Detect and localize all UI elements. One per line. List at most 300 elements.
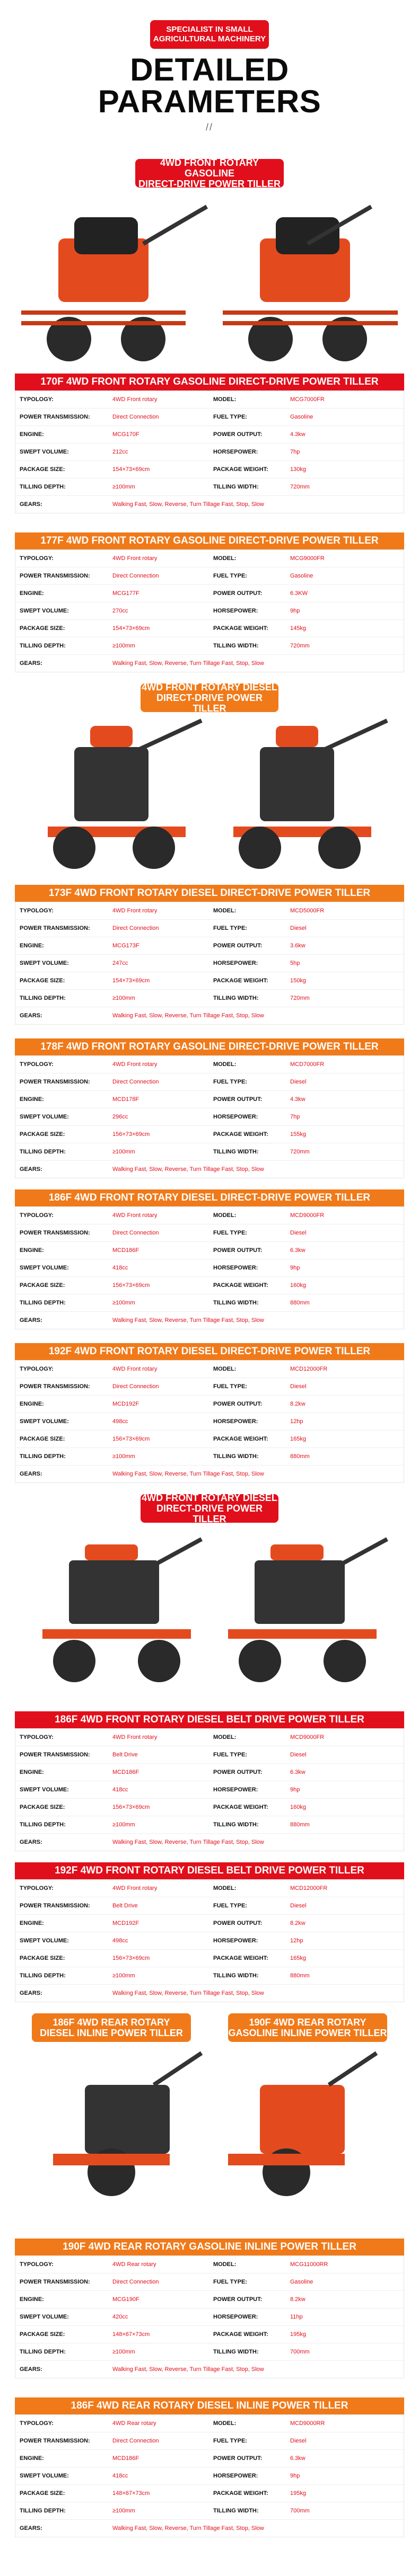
spec-label: GEARS: <box>20 1839 42 1845</box>
spec-label: HORSEPOWER: <box>213 449 258 455</box>
spec-label: POWER OUTPUT: <box>213 2296 263 2303</box>
spec-table-192f-belt <box>15 1862 404 2002</box>
spec-row <box>15 1985 404 2002</box>
spec-label: TILLING WIDTH: <box>213 1822 259 1828</box>
spec-row <box>15 1729 404 1746</box>
spec-label: PACKAGE WEIGHT: <box>213 466 268 473</box>
spec-value: 156×73×69cm <box>112 1131 150 1138</box>
spec-label: PACKAGE WEIGHT: <box>213 625 268 632</box>
spec-value: Walking Fast, Slow, Reverse, Turn Tillage Fast, Stop, Slow <box>112 1990 264 1996</box>
spec-label: TILLING WIDTH: <box>213 1300 259 1306</box>
spec-value: Belt Drive <box>112 1752 138 1758</box>
spec-value: 4WD Front rotary <box>112 908 158 914</box>
spec-row <box>15 1781 404 1799</box>
spec-row <box>15 1799 404 1816</box>
spec-value: Direct Connection <box>112 573 159 579</box>
spec-value: 6.3kw <box>290 1769 305 1775</box>
spec-row <box>15 496 404 513</box>
spec-value: ≥100mm <box>112 643 135 649</box>
spec-row <box>15 1277 404 1294</box>
spec-title: 190F 4WD REAR ROTARY GASOLINE INLINE POWER TILLER <box>15 2239 404 2255</box>
spec-value: Gasoline <box>290 414 313 420</box>
spec-value: 8.2kw <box>290 1920 305 1926</box>
spec-value: 880mm <box>290 1973 310 1979</box>
spec-label: POWER OUTPUT: <box>213 590 263 597</box>
spec-label: PACKAGE WEIGHT: <box>213 1804 268 1810</box>
spec-label: TILLING DEPTH: <box>20 2349 66 2355</box>
spec-label: ENGINE: <box>20 1247 44 1254</box>
spec-row <box>15 1816 404 1834</box>
spec-value: 150kg <box>290 978 306 984</box>
spec-row <box>15 461 404 478</box>
spec-row <box>15 1242 404 1259</box>
spec-label: TILLING DEPTH: <box>20 1453 66 1460</box>
spec-label: PACKAGE WEIGHT: <box>213 1955 268 1961</box>
spec-title: 178F 4WD FRONT ROTARY GASOLINE DIRECT-DRIVE POWER TILLER <box>15 1038 404 1055</box>
spec-value: ≥100mm <box>112 1149 135 1155</box>
spec-label: ENGINE: <box>20 1096 44 1103</box>
spec-label: PACKAGE SIZE: <box>20 2331 65 2338</box>
spec-row <box>15 920 404 937</box>
spec-row <box>15 1056 404 1073</box>
tiller-pair-illustration <box>11 715 408 885</box>
spec-label: TYPOLOGY: <box>20 555 54 562</box>
spec-row <box>15 2450 404 2467</box>
spec-label: PACKAGE SIZE: <box>20 1131 65 1138</box>
spec-label: HORSEPOWER: <box>213 1787 258 1793</box>
spec-title: 192F 4WD FRONT ROTARY DIESEL DIRECT-DRIVE POWER TILLER <box>15 1343 404 1360</box>
spec-value: Walking Fast, Slow, Reverse, Turn Tillage Fast, Stop, Slow <box>112 2366 264 2373</box>
spec-value: 720mm <box>290 484 310 490</box>
spec-label: PACKAGE SIZE: <box>20 1282 65 1289</box>
spec-value: 11hp <box>290 2314 303 2320</box>
spec-row <box>15 1746 404 1764</box>
spec-label: MODEL: <box>213 2261 237 2268</box>
tiller-pair-illustration <box>11 1529 408 1698</box>
spec-label: PACKAGE SIZE: <box>20 1804 65 1810</box>
spec-label: SWEPT VOLUME: <box>20 1114 69 1120</box>
spec-row <box>15 1950 404 1967</box>
spec-label: PACKAGE SIZE: <box>20 1436 65 1442</box>
spec-value: Diesel <box>290 925 307 931</box>
spec-row <box>15 2361 404 2378</box>
spec-label: MODEL: <box>213 1734 237 1740</box>
spec-label: POWER TRANSMISSION: <box>20 573 90 579</box>
spec-row <box>15 1259 404 1277</box>
spec-label: TILLING DEPTH: <box>20 1300 66 1306</box>
spec-label: POWER TRANSMISSION: <box>20 2438 90 2444</box>
spec-label: POWER OUTPUT: <box>213 2455 263 2462</box>
spec-label: TYPOLOGY: <box>20 1061 54 1068</box>
spec-value: Gasoline <box>290 2279 313 2285</box>
spec-label: HORSEPOWER: <box>213 1938 258 1944</box>
spec-label: TYPOLOGY: <box>20 396 54 403</box>
spec-row <box>15 2256 404 2273</box>
spec-row <box>15 937 404 955</box>
spec-table-192f-direct <box>15 1343 404 1483</box>
spec-value: 154×73×69cm <box>112 978 150 984</box>
spec-value: 5hp <box>290 960 300 966</box>
spec-value: MCG9000FR <box>290 555 325 562</box>
spec-row <box>15 1224 404 1242</box>
spec-label: TILLING WIDTH: <box>213 1973 259 1979</box>
spec-label: HORSEPOWER: <box>213 2314 258 2320</box>
spec-label: ENGINE: <box>20 590 44 597</box>
spec-label: GEARS: <box>20 1990 42 1996</box>
spec-row <box>15 1312 404 1329</box>
spec-value: 4WD Rear rotary <box>112 2261 156 2268</box>
spec-label: SWEPT VOLUME: <box>20 2314 69 2320</box>
spec-value: Direct Connection <box>112 414 159 420</box>
spec-value: MCD192F <box>112 1401 139 1407</box>
spec-value: Walking Fast, Slow, Reverse, Turn Tillage Fast, Stop, Slow <box>112 2525 264 2531</box>
spec-value: Walking Fast, Slow, Reverse, Turn Tillage Fast, Stop, Slow <box>112 1839 264 1845</box>
spec-label: SWEPT VOLUME: <box>20 1418 69 1425</box>
spec-value: Diesel <box>290 1383 307 1390</box>
spec-label: ENGINE: <box>20 431 44 438</box>
spec-value: 9hp <box>290 608 300 614</box>
spec-value: Diesel <box>290 2438 307 2444</box>
spec-value: 6.3KW <box>290 590 308 597</box>
spec-value: 4WD Front rotary <box>112 396 158 403</box>
spec-value: Belt Drive <box>112 1903 138 1909</box>
spec-value: 498cc <box>112 1418 128 1425</box>
spec-row <box>15 955 404 972</box>
spec-row <box>15 1143 404 1161</box>
spec-row <box>15 1161 404 1178</box>
spec-label: PACKAGE SIZE: <box>20 1955 65 1961</box>
spec-value: MCD178F <box>112 1096 139 1103</box>
spec-value: MCD9000RR <box>290 2420 325 2427</box>
spec-label: MODEL: <box>213 1061 237 1068</box>
spec-label: FUEL TYPE: <box>213 1752 247 1758</box>
spec-title: 186F 4WD FRONT ROTARY DIESEL BELT DRIVE POWER TILLER <box>15 1711 404 1728</box>
spec-row <box>15 2326 404 2343</box>
tiller-pair-illustration <box>11 196 408 371</box>
spec-label: SWEPT VOLUME: <box>20 449 69 455</box>
spec-title: 173F 4WD FRONT ROTARY DIESEL DIRECT-DRIVE POWER TILLER <box>15 885 404 902</box>
spec-value: Walking Fast, Slow, Reverse, Turn Tillage Fast, Stop, Slow <box>112 1317 264 1323</box>
spec-label: POWER TRANSMISSION: <box>20 1230 90 1236</box>
spec-label: FUEL TYPE: <box>213 1230 247 1236</box>
spec-row <box>15 1361 404 1378</box>
spec-row <box>15 1108 404 1126</box>
spec-row <box>15 2467 404 2485</box>
spec-label: SWEPT VOLUME: <box>20 1265 69 1271</box>
spec-label: TILLING WIDTH: <box>213 643 259 649</box>
spec-row <box>15 1764 404 1781</box>
spec-value: 8.2kw <box>290 2296 305 2303</box>
spec-row <box>15 1126 404 1143</box>
spec-label: TILLING DEPTH: <box>20 1822 66 1828</box>
spec-value: Walking Fast, Slow, Reverse, Turn Tillage Fast, Stop, Slow <box>112 1471 264 1477</box>
spec-row <box>15 478 404 496</box>
spec-value: Gasoline <box>290 573 313 579</box>
spec-value: MCG173F <box>112 943 139 949</box>
spec-value: 148×67×73cm <box>112 2490 150 2497</box>
spec-label: POWER TRANSMISSION: <box>20 1903 90 1909</box>
spec-label: FUEL TYPE: <box>213 925 247 931</box>
product-photo-gasoline-direct <box>11 196 408 371</box>
spec-label: POWER OUTPUT: <box>213 943 263 949</box>
spec-label: HORSEPOWER: <box>213 608 258 614</box>
spec-value: Direct Connection <box>112 925 159 931</box>
spec-value: 498cc <box>112 1938 128 1944</box>
spec-value: 12hp <box>290 1418 303 1425</box>
spec-label: FUEL TYPE: <box>213 1903 247 1909</box>
spec-label: PACKAGE WEIGHT: <box>213 1436 268 1442</box>
spec-label: ENGINE: <box>20 943 44 949</box>
spec-value: MCD12000FR <box>290 1366 328 1372</box>
spec-row <box>15 1932 404 1950</box>
spec-table-173f <box>15 885 404 1025</box>
spec-label: SWEPT VOLUME: <box>20 1787 69 1793</box>
spec-value: Direct Connection <box>112 1383 159 1390</box>
spec-row <box>15 1073 404 1091</box>
spec-label: TILLING WIDTH: <box>213 995 259 1001</box>
spec-label: TILLING DEPTH: <box>20 484 66 490</box>
spec-row <box>15 972 404 990</box>
spec-value: 6.3kw <box>290 1247 305 1254</box>
spec-label: HORSEPOWER: <box>213 1114 258 1120</box>
specialist-badge: SPECIALIST IN SMALL AGRICULTURAL MACHINERY <box>150 20 269 49</box>
spec-label: POWER OUTPUT: <box>213 431 263 438</box>
spec-value: 4WD Front rotary <box>112 1212 158 1219</box>
spec-label: ENGINE: <box>20 2296 44 2303</box>
spec-label: GEARS: <box>20 1471 42 1477</box>
spec-table-177f <box>15 532 404 672</box>
spec-value: 4WD Rear rotary <box>112 2420 156 2427</box>
spec-row <box>15 1465 404 1482</box>
spec-label: SWEPT VOLUME: <box>20 960 69 966</box>
spec-label: FUEL TYPE: <box>213 1079 247 1085</box>
spec-value: 160kg <box>290 1804 306 1810</box>
spec-row <box>15 1396 404 1413</box>
spec-label: TYPOLOGY: <box>20 1366 54 1372</box>
spec-label: PACKAGE SIZE: <box>20 978 65 984</box>
spec-value: 880mm <box>290 1453 310 1460</box>
spec-row <box>15 408 404 426</box>
spec-row <box>15 902 404 920</box>
spec-value: ≥100mm <box>112 1300 135 1306</box>
spec-label: POWER OUTPUT: <box>213 1247 263 1254</box>
spec-label: TILLING DEPTH: <box>20 2508 66 2514</box>
spec-label: MODEL: <box>213 2420 237 2427</box>
spec-value: 700mm <box>290 2508 310 2514</box>
spec-label: MODEL: <box>213 908 237 914</box>
spec-label: TYPOLOGY: <box>20 2261 54 2268</box>
spec-value: Walking Fast, Slow, Reverse, Turn Tillage Fast, Stop, Slow <box>112 1012 264 1019</box>
spec-row <box>15 602 404 620</box>
spec-value: MCD12000FR <box>290 1885 328 1891</box>
spec-label: ENGINE: <box>20 1920 44 1926</box>
spec-value: Walking Fast, Slow, Reverse, Turn Tillage Fast, Stop, Slow <box>112 1166 264 1172</box>
spec-row <box>15 1431 404 1448</box>
spec-value: MCD5000FR <box>290 908 325 914</box>
spec-value: 9hp <box>290 1787 300 1793</box>
spec-value: Walking Fast, Slow, Reverse, Turn Tillage Fast, Stop, Slow <box>112 501 264 508</box>
banner-diesel-belt: 4WD FRONT ROTARY DIESEL DIRECT-DRIVE POWER TILLER <box>141 1494 278 1523</box>
spec-table-186f-direct <box>15 1189 404 1329</box>
spec-label: TYPOLOGY: <box>20 908 54 914</box>
spec-label: TYPOLOGY: <box>20 1734 54 1740</box>
spec-value: MCG7000FR <box>290 396 325 403</box>
spec-value: Diesel <box>290 1230 307 1236</box>
spec-value: 880mm <box>290 1822 310 1828</box>
spec-value: MCD186F <box>112 2455 139 2462</box>
spec-value: 880mm <box>290 1300 310 1306</box>
spec-value: 165kg <box>290 1955 306 1961</box>
spec-label: POWER OUTPUT: <box>213 1920 263 1926</box>
spec-row <box>15 443 404 461</box>
spec-label: TYPOLOGY: <box>20 1885 54 1891</box>
spec-row <box>15 2308 404 2326</box>
spec-value: 3.6kw <box>290 943 305 949</box>
spec-label: FUEL TYPE: <box>213 2438 247 2444</box>
spec-value: 156×73×69cm <box>112 1436 150 1442</box>
spec-value: 9hp <box>290 1265 300 1271</box>
spec-label: GEARS: <box>20 501 42 508</box>
spec-row <box>15 620 404 637</box>
spec-value: MCD192F <box>112 1920 139 1926</box>
spec-row <box>15 1413 404 1431</box>
spec-value: 4WD Front rotary <box>112 1061 158 1068</box>
spec-row <box>15 2343 404 2361</box>
spec-title: 186F 4WD REAR ROTARY DIESEL INLINE POWER TILLER <box>15 2397 404 2414</box>
spec-row <box>15 2432 404 2450</box>
spec-label: MODEL: <box>213 555 237 562</box>
spec-label: GEARS: <box>20 1012 42 1019</box>
spec-label: PACKAGE SIZE: <box>20 625 65 632</box>
spec-label: PACKAGE WEIGHT: <box>213 1131 268 1138</box>
spec-row <box>15 1915 404 1932</box>
spec-label: TILLING WIDTH: <box>213 484 259 490</box>
spec-value: Diesel <box>290 1079 307 1085</box>
spec-row <box>15 2502 404 2520</box>
spec-value: Direct Connection <box>112 2279 159 2285</box>
spec-value: ≥100mm <box>112 1973 135 1979</box>
spec-value: 156×73×69cm <box>112 1804 150 1810</box>
spec-label: GEARS: <box>20 660 42 667</box>
spec-value: 418cc <box>112 2473 128 2479</box>
spec-value: MCD186F <box>112 1769 139 1775</box>
page-title-line1: DETAILED <box>130 52 289 87</box>
spec-value: 154×73×69cm <box>112 466 150 473</box>
spec-label: TILLING DEPTH: <box>20 1973 66 1979</box>
spec-label: PACKAGE SIZE: <box>20 2490 65 2497</box>
spec-label: SWEPT VOLUME: <box>20 1938 69 1944</box>
spec-label: GEARS: <box>20 1166 42 1172</box>
spec-value: 4WD Front rotary <box>112 1734 158 1740</box>
spec-label: POWER TRANSMISSION: <box>20 414 90 420</box>
spec-label: TILLING WIDTH: <box>213 2508 259 2514</box>
spec-row <box>15 1897 404 1915</box>
spec-label: PACKAGE WEIGHT: <box>213 2331 268 2338</box>
spec-value: 7hp <box>290 1114 300 1120</box>
spec-row <box>15 2485 404 2502</box>
spec-label: GEARS: <box>20 2525 42 2531</box>
spec-value: 4.3kw <box>290 1096 305 1103</box>
spec-label: POWER OUTPUT: <box>213 1769 263 1775</box>
product-photo-diesel-belt <box>11 1529 408 1698</box>
spec-value: MCG170F <box>112 431 139 438</box>
spec-title: 177F 4WD FRONT ROTARY GASOLINE DIRECT-DRIVE POWER TILLER <box>15 532 404 549</box>
spec-row <box>15 1294 404 1312</box>
spec-value: Direct Connection <box>112 1230 159 1236</box>
spec-value: MCD9000FR <box>290 1734 325 1740</box>
spec-value: Diesel <box>290 1903 307 1909</box>
spec-table-186f-rear <box>15 2397 404 2537</box>
spec-row <box>15 1834 404 1851</box>
spec-row <box>15 585 404 602</box>
spec-label: ENGINE: <box>20 2455 44 2462</box>
spec-label: POWER TRANSMISSION: <box>20 2279 90 2285</box>
spec-table-170f <box>15 374 404 513</box>
spec-value: 160kg <box>290 1282 306 1289</box>
spec-value: 148×67×73cm <box>112 2331 150 2338</box>
spec-value: 4WD Front rotary <box>112 1885 158 1891</box>
spec-row <box>15 1091 404 1108</box>
spec-value: 8.2kw <box>290 1401 305 1407</box>
spec-label: PACKAGE SIZE: <box>20 466 65 473</box>
spec-row <box>15 391 404 408</box>
spec-title: 186F 4WD FRONT ROTARY DIESEL DIRECT-DRIVE POWER TILLER <box>15 1189 404 1206</box>
spec-value: ≥100mm <box>112 2349 135 2355</box>
spec-label: MODEL: <box>213 1885 237 1891</box>
spec-value: MCD7000FR <box>290 1061 325 1068</box>
banner-186f-rear-diesel: 186F 4WD REAR ROTARY DIESEL INLINE POWER TILLER <box>32 2013 191 2042</box>
spec-label: POWER TRANSMISSION: <box>20 1383 90 1390</box>
spec-value: 7hp <box>290 449 300 455</box>
tiller-pair-illustration <box>11 2048 408 2217</box>
spec-value: 418cc <box>112 1787 128 1793</box>
spec-label: SWEPT VOLUME: <box>20 608 69 614</box>
spec-value: 155kg <box>290 1131 306 1138</box>
spec-value: 156×73×69cm <box>112 1955 150 1961</box>
spec-label: ENGINE: <box>20 1769 44 1775</box>
spec-label: PACKAGE WEIGHT: <box>213 2490 268 2497</box>
spec-value: 195kg <box>290 2331 306 2338</box>
spec-row <box>15 567 404 585</box>
spec-label: GEARS: <box>20 1317 42 1323</box>
spec-label: MODEL: <box>213 396 237 403</box>
spec-label: TILLING WIDTH: <box>213 1453 259 1460</box>
spec-table-190f-rear <box>15 2239 404 2378</box>
spec-row <box>15 1448 404 1465</box>
spec-label: FUEL TYPE: <box>213 2279 247 2285</box>
spec-label: MODEL: <box>213 1212 237 1219</box>
spec-value: ≥100mm <box>112 995 135 1001</box>
banner-190f-rear-gasoline: 190F 4WD REAR ROTARY GASOLINE INLINE POWER TILLER <box>228 2013 387 2042</box>
spec-label: FUEL TYPE: <box>213 1383 247 1390</box>
banner-gasoline-direct: 4WD FRONT ROTARY GASOLINE DIRECT-DRIVE POWER TILLER <box>135 159 284 188</box>
spec-value: 420cc <box>112 2314 128 2320</box>
spec-value: 9hp <box>290 2473 300 2479</box>
spec-label: POWER OUTPUT: <box>213 1096 263 1103</box>
spec-value: 156×73×69cm <box>112 1282 150 1289</box>
spec-value: Direct Connection <box>112 2438 159 2444</box>
spec-value: 4WD Front rotary <box>112 1366 158 1372</box>
spec-value: MCG190F <box>112 2296 139 2303</box>
spec-value: 4WD Front rotary <box>112 555 158 562</box>
spec-value: 418cc <box>112 1265 128 1271</box>
spec-label: FUEL TYPE: <box>213 414 247 420</box>
spec-value: MCD9000FR <box>290 1212 325 1219</box>
spec-value: 720mm <box>290 995 310 1001</box>
divider-slashes: // <box>205 122 213 132</box>
spec-value: 720mm <box>290 643 310 649</box>
spec-row <box>15 2520 404 2537</box>
